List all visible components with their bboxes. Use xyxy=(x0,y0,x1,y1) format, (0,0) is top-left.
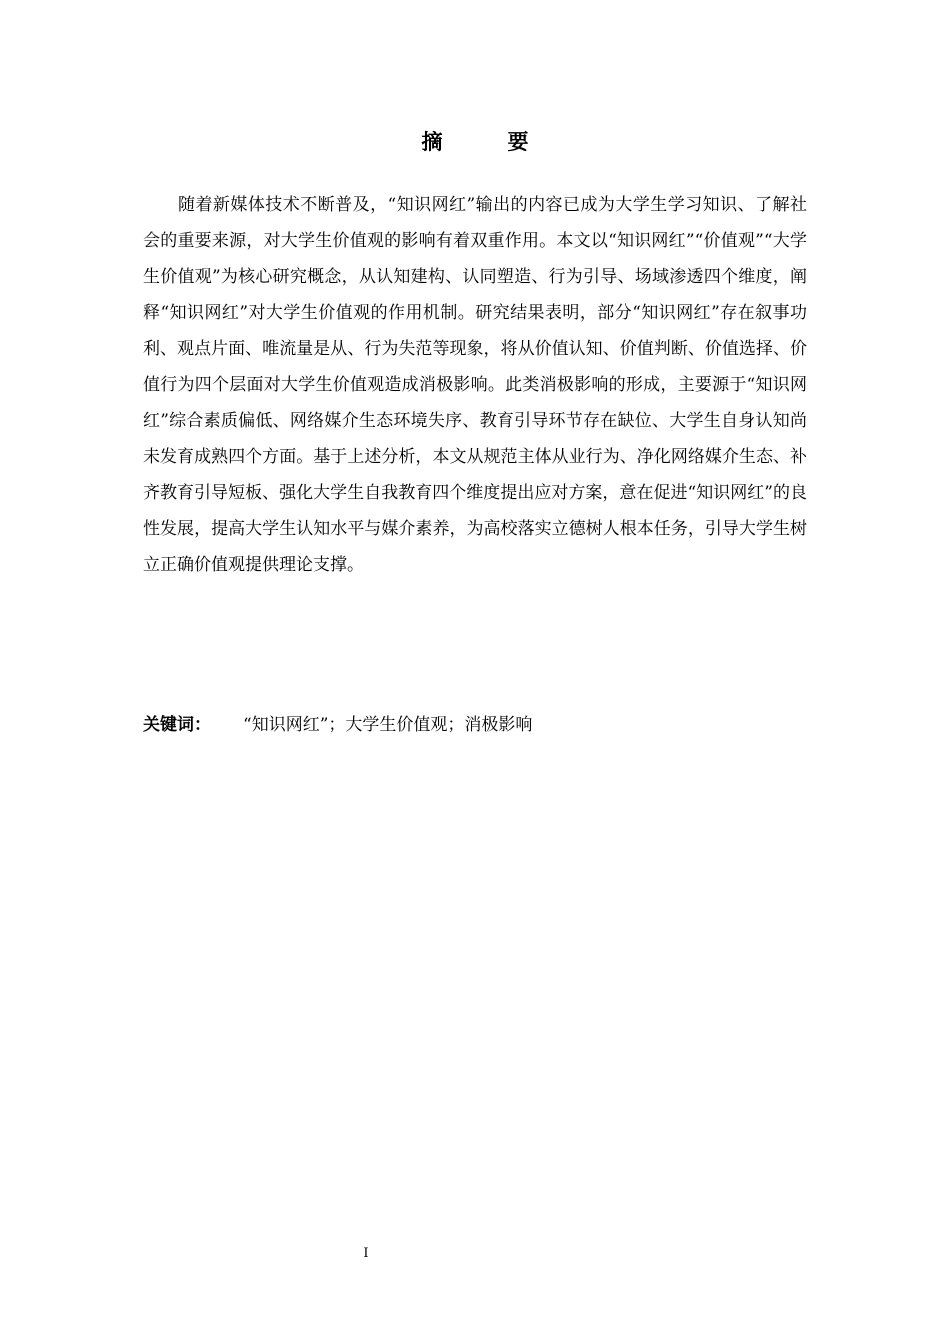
abstract-paragraph: 随着新媒体技术不断普及，“知识网红”输出的内容已成为大学生学习知识、了解社会的重要来源，对大学生价值观的影响有着双重作用。本文以“知识网红”“价值观”“大学生价值观”为核心研究概念，从认知建构、认同塑造、行为引导、场域渗透四个维度，阐释“知识网红”对大学生价值观的作用机制。研究结果表明，部分“知识网红”存在叙事功利、观点片面、唯流量是从、行为失范等现象，将从价值认知、价值判断、价值选择、价值行为四个层面对大学生价值观造成消极影响。此类消极影响的形成，主要源于“知识网红”综合素质偏低、网络媒介生态环境失序、教育引导环节存在缺位、大学生自身认知尚未发育成熟四个方面。基于上述分析，本文从规范主体从业行为、净化网络媒介生态、补齐教育引导短板、强化大学生自我教育四个维度提出应对方案，意在促进“知识网红”的良性发展，提高大学生认知水平与媒介素养，为高校落实立德树人根本任务，引导大学生树立正确价值观提供理论支撑。 xyxy=(143,195,807,575)
page-title: 摘 要 xyxy=(421,130,551,154)
keywords-line xyxy=(143,710,807,740)
page-number: I xyxy=(363,1246,369,1261)
keywords-text: “知识网红”；大学生价值观；消极影响 xyxy=(243,715,533,735)
keywords-label: 关键词： xyxy=(143,715,211,735)
